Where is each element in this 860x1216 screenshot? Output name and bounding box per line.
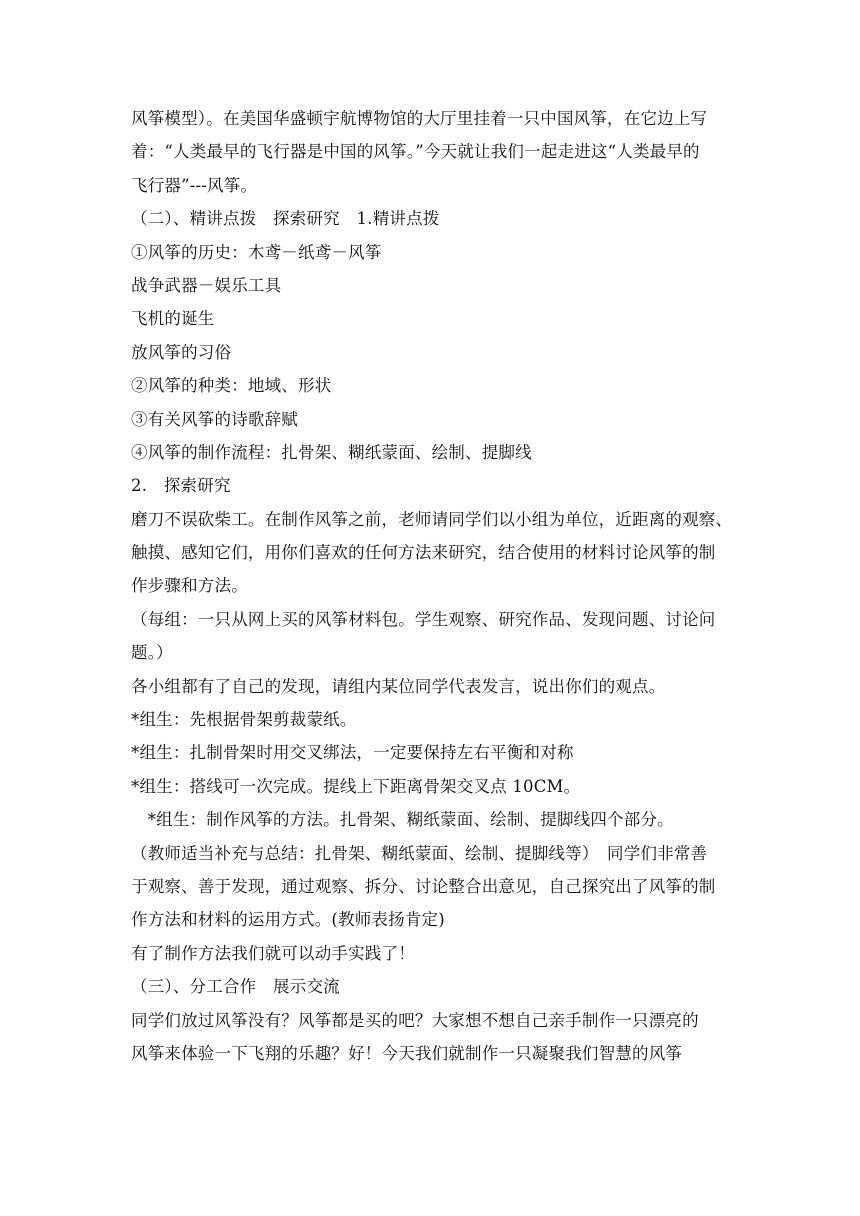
group-statement: *组生：先根据骨架剪裁蒙纸。 — [131, 710, 357, 730]
text-line: 同学们放过风筝没有？风筝都是买的吧？大家想不想自己亲手制作一只漂亮的 — [131, 1010, 699, 1030]
list-item: ②风筝的种类：地域、形状 — [131, 376, 332, 396]
text-line: 触摸、感知它们，用你们喜欢的任何方法来研究，结合使用的材料讨论风筝的制 — [131, 543, 716, 563]
text-line: （每组：一只从网上买的风筝材料包。学生观察、研究作品、发现问题、讨论问 — [131, 609, 716, 629]
subsection-heading: 2. 探索研究 — [131, 476, 231, 496]
list-item: ①风筝的历史：木鸢－纸鸢－风筝 — [131, 242, 382, 262]
list-item: ③有关风筝的诗歌辞赋 — [131, 409, 298, 429]
text-line: 题。） — [131, 643, 173, 663]
list-item: ④风筝的制作流程：扎骨架、糊纸蒙面、绘制、提脚线 — [131, 442, 532, 462]
text-line: 各小组都有了自己的发现，请组内某位同学代表发言，说出你们的观点。 — [131, 676, 666, 696]
text-line: 于观察、善于发现，通过观察、拆分、讨论整合出意见，自己探究出了风筝的制 — [131, 876, 716, 896]
text-line: 作方法和材料的运用方式。(教师表扬肯定) — [131, 910, 445, 930]
text-line: 有了制作方法我们就可以动手实践了！ — [131, 943, 415, 963]
text-line: 战争武器－娱乐工具 — [131, 275, 282, 295]
section-heading: （三）、分工合作 展示交流 — [131, 977, 340, 997]
text-line: 飞行器”---风筝。 — [131, 175, 258, 195]
text-line: 磨刀不误砍柴工。在制作风筝之前，老师请同学们以小组为单位，近距离的观察、 — [131, 509, 733, 529]
text-line: 风筝来体验一下飞翔的乐趣？好！今天我们就制作一只凝聚我们智慧的风筝 — [131, 1043, 683, 1063]
group-statement: *组生：搭线可一次完成。提线上下距离骨架交叉点 10CM。 — [131, 776, 581, 796]
document-body — [131, 102, 734, 1070]
text-line: 放风筝的习俗 — [131, 342, 232, 362]
text-line: （教师适当补充与总结：扎骨架、糊纸蒙面、绘制、提脚线等） 同学们非常善 — [131, 843, 708, 863]
text-line: 风筝模型）。在美国华盛顿宇航博物馆的大厅里挂着一只中国风筝，在它边上写 — [131, 109, 708, 128]
text-line: 作步骤和方法。 — [131, 576, 248, 596]
text-line: 着：“人类最早的飞行器是中国的风筝。”今天就让我们一起走进这“人类最早的 — [131, 142, 700, 162]
section-heading: （二）、精讲点拨 探索研究 1.精讲点拨 — [131, 209, 440, 229]
text-line: 飞机的诞生 — [131, 309, 215, 329]
group-statement: *组生：扎制骨架时用交叉绑法，一定要保持左右平衡和对称 — [131, 743, 574, 763]
group-statement: *组生：制作风筝的方法。扎骨架、糊纸蒙面、绘制、提脚线四个部分。 — [131, 810, 674, 830]
